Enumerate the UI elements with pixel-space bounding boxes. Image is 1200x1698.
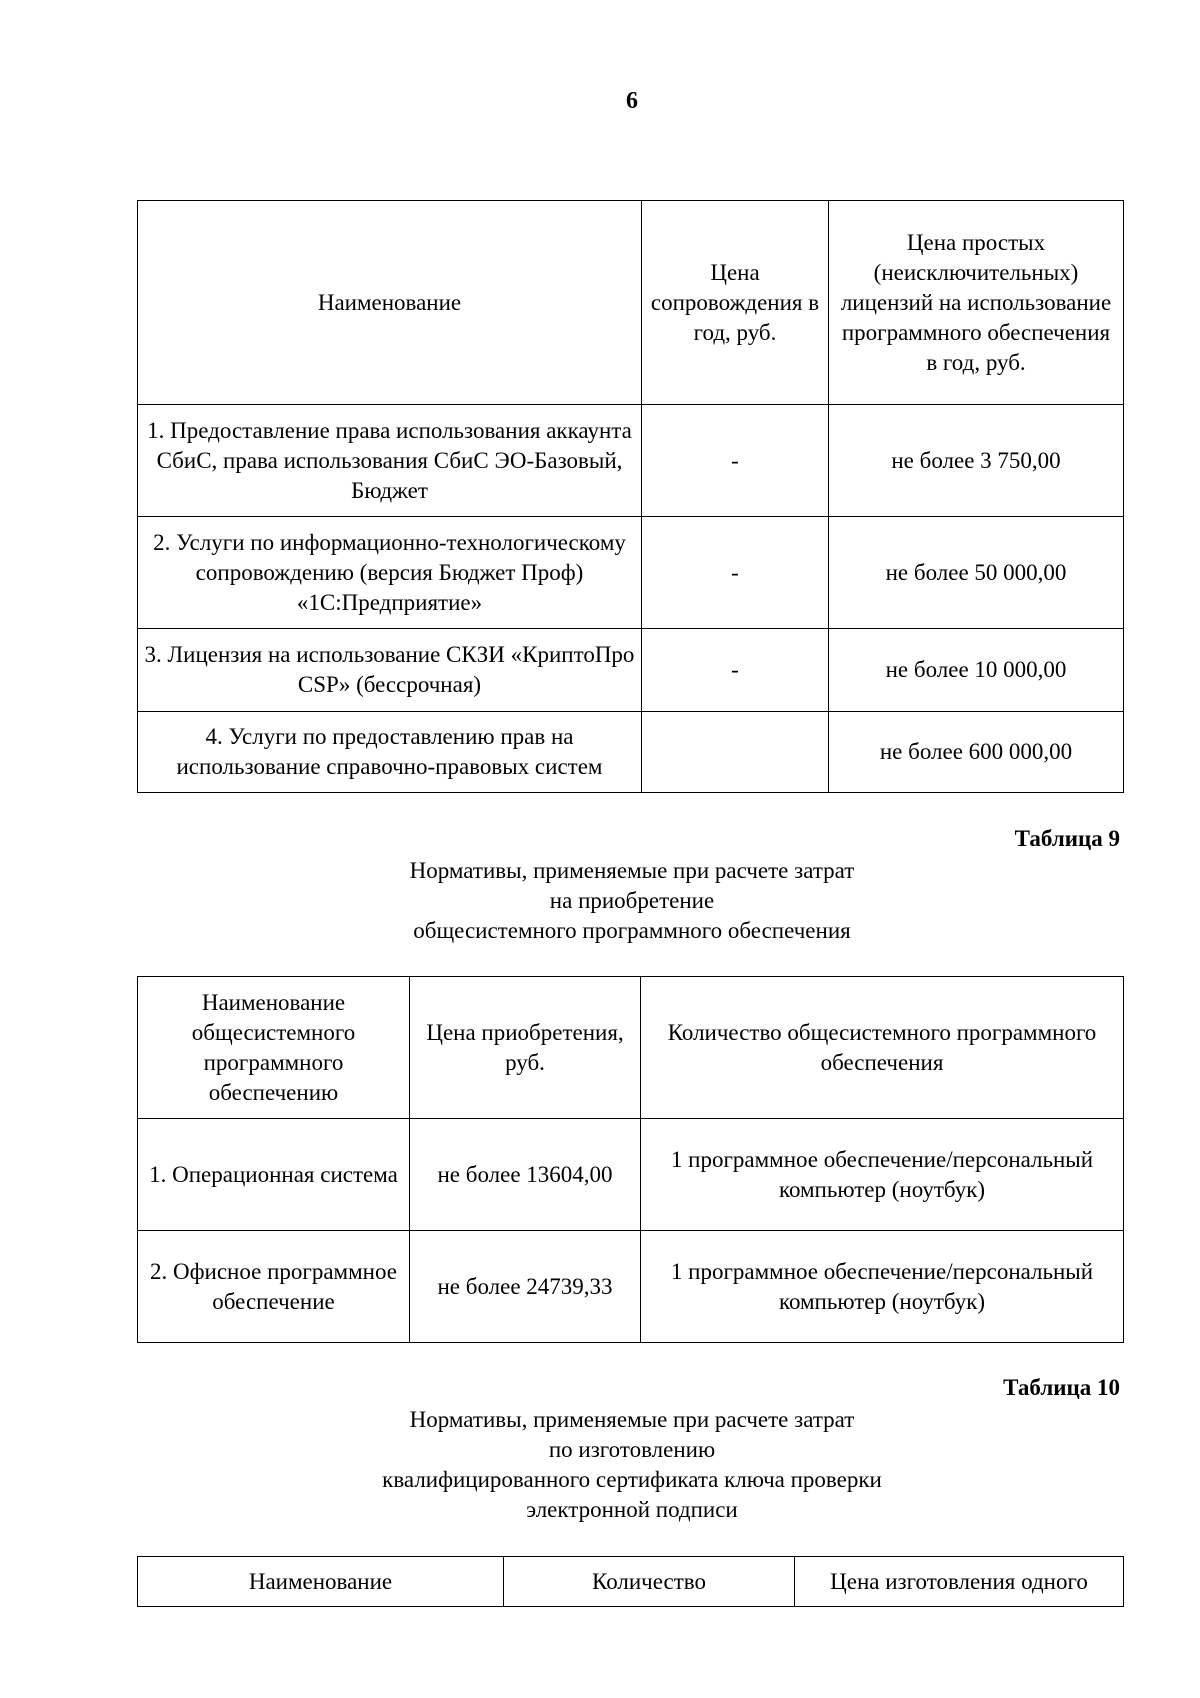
certificate-table <box>137 1556 1124 1607</box>
row-license-price: не более 10 000,00 <box>829 629 1124 712</box>
caption-line: электронной подписи <box>526 1497 738 1522</box>
caption-line: по изготовлению <box>548 1437 716 1462</box>
row-name: 1. Предоставление права использования аккаунта СбиС, права использования СбиС ЭО-Базовый, Бюджет <box>138 405 642 517</box>
header-quantity: Количество общесистемного программного обеспечения <box>641 977 1124 1119</box>
software-license-table <box>137 200 1124 793</box>
table-row <box>138 1231 1124 1343</box>
table10-caption <box>0 1405 1200 1525</box>
table-header-row <box>138 977 1124 1119</box>
row-support-price: - <box>642 517 829 629</box>
row-support-price <box>642 712 829 793</box>
row-license-price: не более 50 000,00 <box>829 517 1124 629</box>
header-name: Наименование <box>138 201 642 405</box>
table10-label: Таблица 10 <box>1003 1375 1120 1400</box>
header-license-price: Цена простых (неисключительных) лицензий на использование программного обеспечения в год, руб. <box>829 201 1124 405</box>
table-row <box>138 405 1124 517</box>
table9-caption <box>0 856 1200 946</box>
table-row <box>138 517 1124 629</box>
row-quantity: 1 программное обеспечение/персональный компьютер (ноутбук) <box>641 1119 1124 1231</box>
row-price: не более 24739,33 <box>410 1231 641 1343</box>
header-name: Наименование общесистемного программного обеспечению <box>138 977 410 1119</box>
table-row <box>138 629 1124 712</box>
header-name: Наименование <box>138 1557 504 1607</box>
table-row <box>138 1119 1124 1231</box>
row-name: 2. Услуги по информационно-технологическому сопровождению (версия Бюджет Проф) «1С:Предприятие» <box>138 517 642 629</box>
caption-line: Нормативы, применяемые при расчете затрат <box>409 1407 855 1432</box>
header-price: Цена приобретения, руб. <box>410 977 641 1119</box>
row-price: не более 13604,00 <box>410 1119 641 1231</box>
row-license-price: не более 3 750,00 <box>829 405 1124 517</box>
page-number: 6 <box>626 88 638 114</box>
row-license-price: не более 600 000,00 <box>829 712 1124 793</box>
header-price: Цена изготовления одного <box>795 1557 1124 1607</box>
caption-line: квалифицированного сертификата ключа проверки <box>382 1467 882 1492</box>
row-name: 1. Операционная система <box>138 1119 410 1231</box>
row-support-price: - <box>642 629 829 712</box>
system-software-table <box>137 976 1124 1343</box>
row-name: 4. Услуги по предоставлению прав на использование справочно-правовых систем <box>138 712 642 793</box>
caption-line: общесистемного программного обеспечения <box>413 918 851 943</box>
row-name: 2. Офисное программное обеспечение <box>138 1231 410 1343</box>
table-row <box>138 712 1124 793</box>
caption-line: Нормативы, применяемые при расчете затрат <box>409 858 855 883</box>
row-support-price: - <box>642 405 829 517</box>
caption-line: на приобретение <box>549 888 715 913</box>
header-quantity: Количество <box>504 1557 795 1607</box>
table-header-row <box>138 1557 1124 1607</box>
header-support-price: Цена сопровождения в год, руб. <box>642 201 829 405</box>
table-header-row <box>138 201 1124 405</box>
table9-label: Таблица 9 <box>1014 826 1120 851</box>
row-quantity: 1 программное обеспечение/персональный компьютер (ноутбук) <box>641 1231 1124 1343</box>
row-name: 3. Лицензия на использование СКЗИ «КриптоПро CSP» (бессрочная) <box>138 629 642 712</box>
